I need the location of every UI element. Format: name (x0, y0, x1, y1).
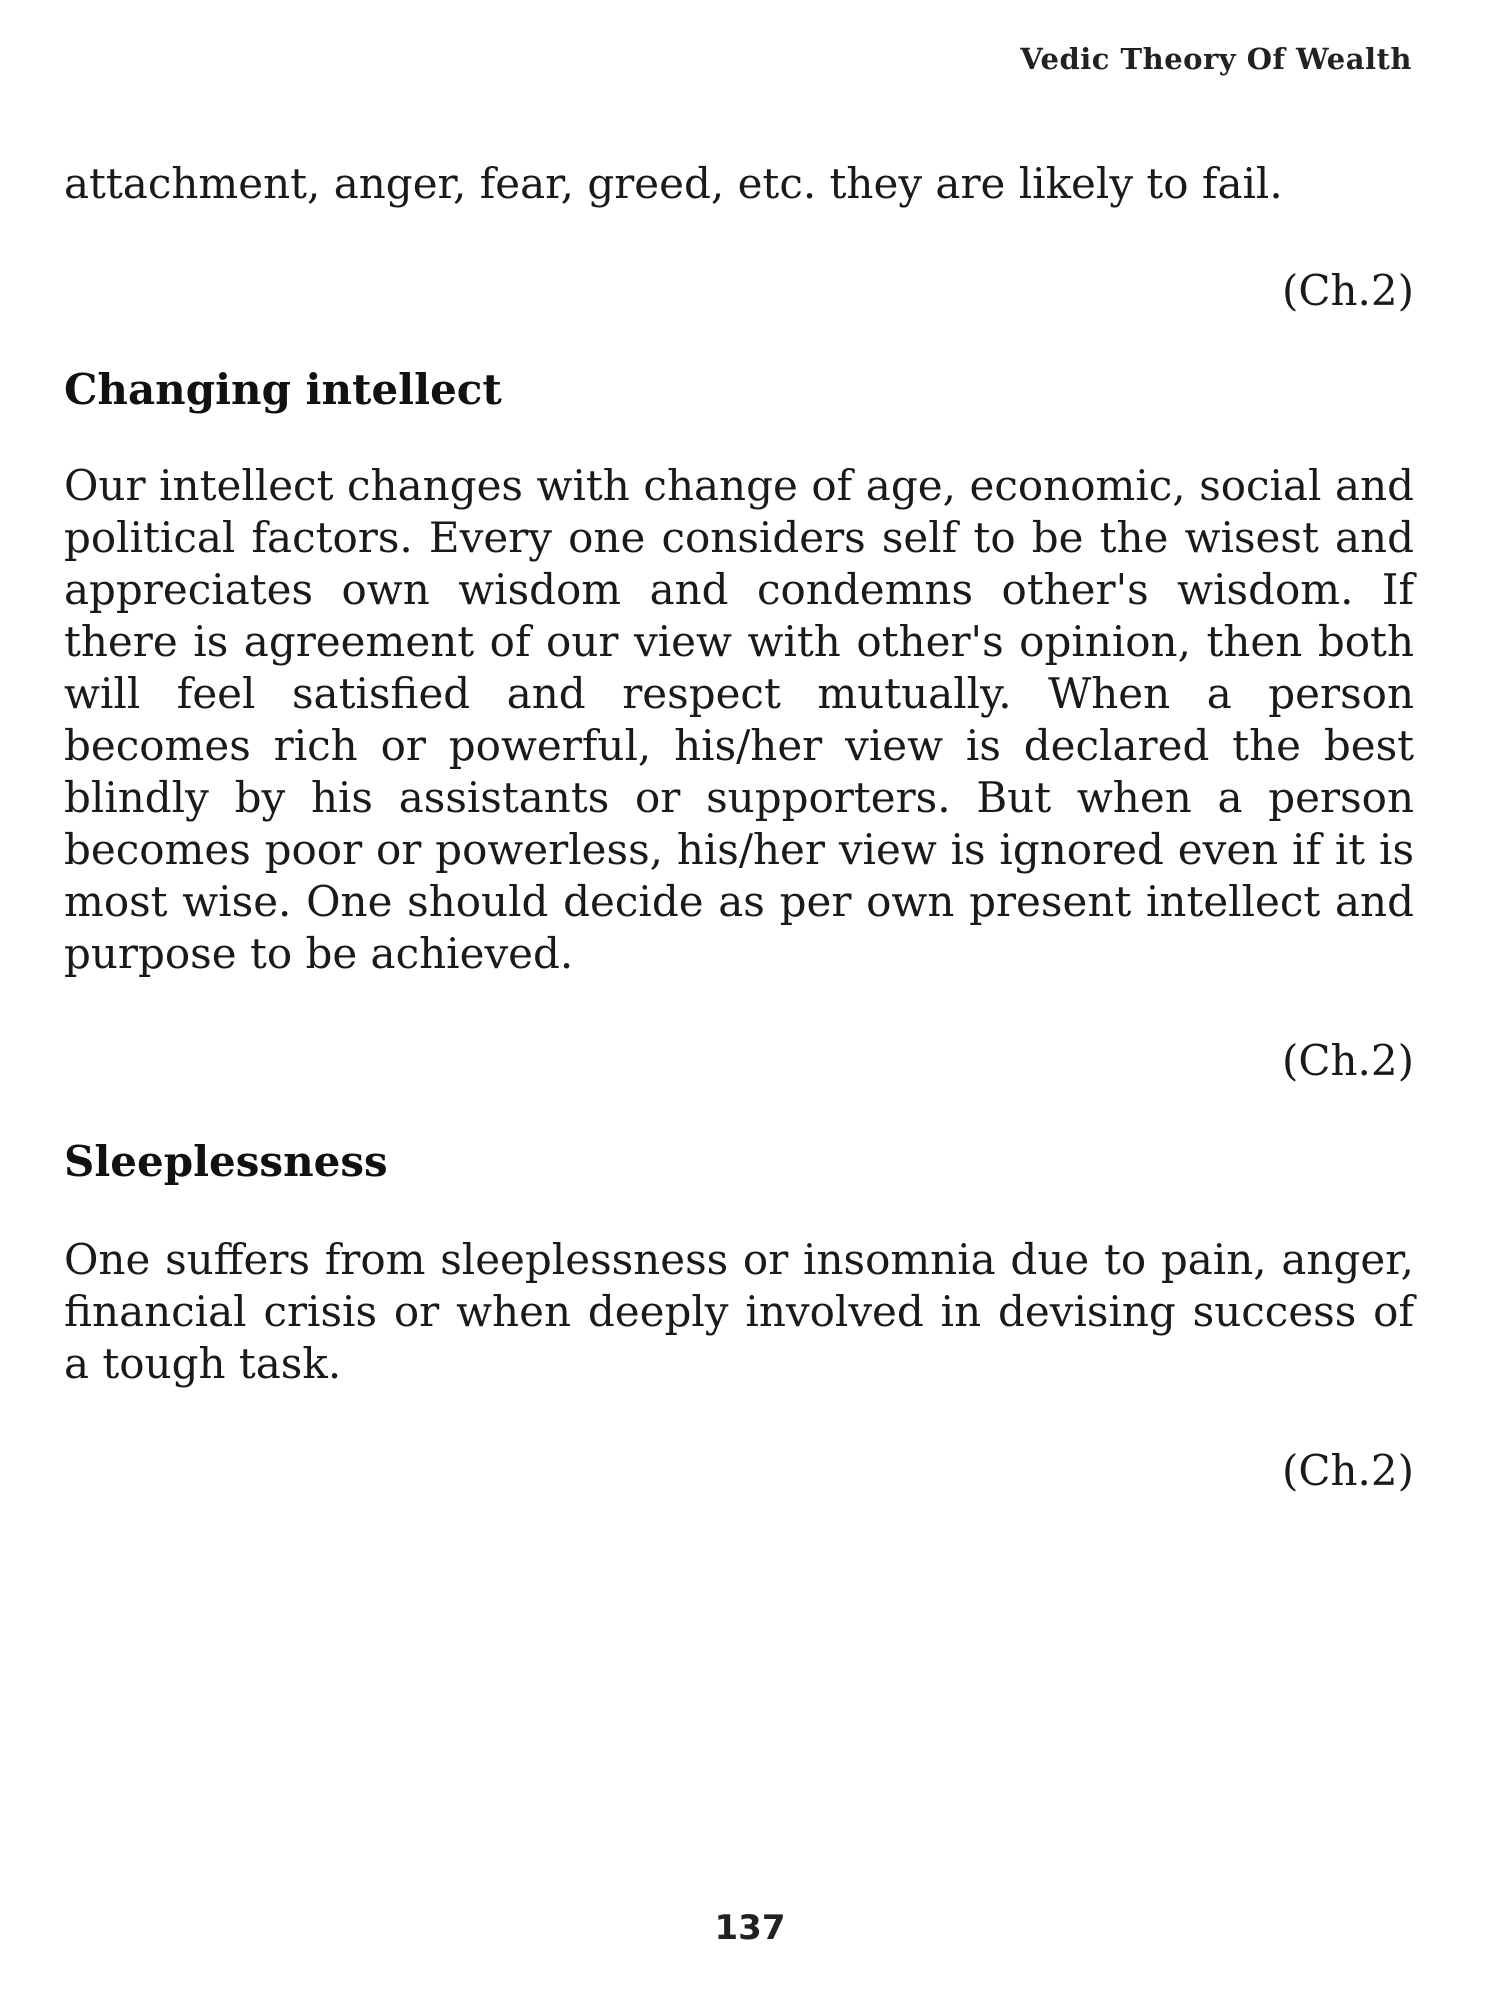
intro-paragraph: attachment, anger, fear, greed, etc. they are likely to fail. (64, 159, 1283, 208)
page-body (64, 158, 1414, 1495)
changing-intellect-paragraph: Our intellect changes with change of age, economic, social and political factors. Every one considers self to be the wisest and appreciates own wisdom and condemns other's wisdom. If there is agreement of our view with other's opinion, then both will feel satisfied and respect mutually. When a person becomes rich or powerful, his/her view is declared the best blindly by his assistants or supporters. But when a person becomes poor or powerless, his/her view is ignored even if it is most wise. One should decide as per own present intellect and purpose to be achieved. (64, 461, 1414, 978)
section-heading-sleeplessness: Sleeplessness (64, 1137, 388, 1186)
running-header: Vedic Theory Of Wealth (1020, 42, 1412, 76)
section-heading-changing-intellect: Changing intellect (64, 365, 502, 414)
chapter-reference: (Ch.2) (1281, 1036, 1414, 1085)
page-number: 137 (714, 1908, 786, 1948)
chapter-reference: (Ch.2) (1281, 266, 1414, 315)
chapter-reference: (Ch.2) (1281, 1446, 1414, 1495)
sleeplessness-paragraph: One suffers from sleeplessness or insomnia due to pain, anger, financial crisis or when deeply involved in devising success of a tough task. (64, 1235, 1414, 1388)
